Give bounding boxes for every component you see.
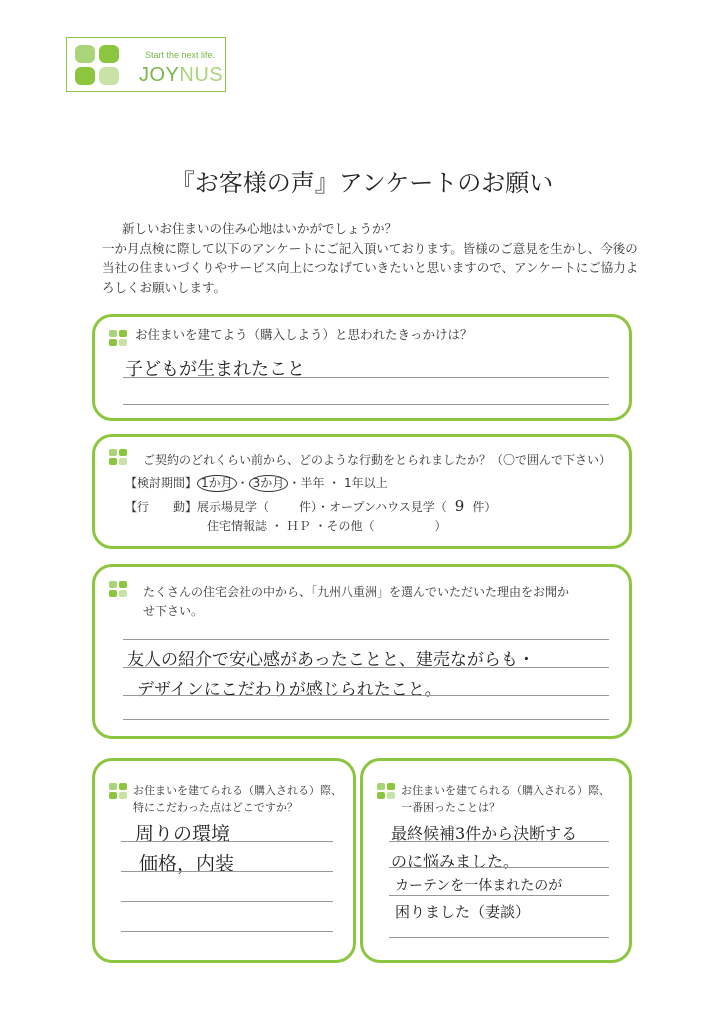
answer-line	[389, 867, 609, 868]
answer-line	[121, 871, 333, 872]
green-squares-icon	[109, 330, 129, 348]
action-showroom: 展示場見学（	[197, 500, 270, 514]
answer-line	[123, 719, 609, 720]
question-2-text: ご契約のどれくらい前から、どのような行動をとられましたか？（〇で囲んで下さい）	[143, 453, 612, 467]
green-squares-icon	[377, 783, 397, 801]
company-logo	[66, 37, 226, 92]
option-3-month-circled[interactable]: 3か月	[249, 475, 289, 492]
period-label: 【検討期間】	[125, 476, 198, 490]
question-5-line2: 一番困ったことは？	[401, 801, 500, 814]
answer-5-line4[interactable]: 困りました（妻談）	[395, 903, 531, 921]
intro-text	[102, 219, 642, 297]
option-rest[interactable]: ・半年 ・ 1年以上	[288, 476, 388, 490]
page-title: 『お客様の声』アンケートのお願い	[170, 169, 554, 197]
answer-line	[121, 901, 333, 902]
answer-line	[123, 695, 609, 696]
answer-5-line1[interactable]: 最終候補3件から決断する	[391, 824, 578, 843]
logo-wordmark	[139, 64, 223, 87]
question-1-text: お住まいを建てよう（購入しよう）と思われたきっかけは？	[135, 327, 473, 342]
question-3-line1: たくさんの住宅会社の中から、「九州八重洲」を選んでいただいた理由をお聞か	[143, 585, 570, 599]
action-label: 【行 動】	[125, 500, 198, 514]
intro-line2: 一か月点検に際して以下のアンケートにご記入頂いております。皆様のご意見を生かし、今後の当社の住まいづくりやサービス向上につなげていきたいと思いますので、アンケートにご協力よろしくお願いします。	[102, 240, 639, 295]
answer-line	[123, 639, 609, 640]
question-box-2	[92, 434, 632, 549]
question-5-line1: お住まいを建てられる（購入される）際、	[401, 784, 610, 797]
answer-line	[123, 667, 609, 668]
answer-line	[389, 937, 609, 938]
question-3-line2: せ下さい。	[143, 604, 204, 618]
answer-4-line2[interactable]: 価格，内装	[139, 853, 235, 875]
intro-line1: 新しいお住まいの住み心地はいかがでしょうか？	[122, 221, 398, 236]
logo-clover-icon	[73, 43, 129, 89]
green-squares-icon	[109, 581, 129, 599]
action-openhouse: 件）・オープンハウス見学（	[299, 500, 447, 514]
answer-line	[389, 895, 609, 896]
answer-3-line2[interactable]: デザインにこだわりが感じられたこと。	[137, 680, 442, 700]
answer-line	[389, 841, 609, 842]
option-separator: ・	[236, 476, 249, 490]
logo-tagline: Start the next life.	[145, 50, 216, 60]
period-row	[125, 474, 388, 493]
action-row-2: 住宅情報誌 ・ ＨＰ ・その他（ ）	[207, 519, 447, 533]
question-4-line2: 特にこだわった点はどこですか？	[133, 801, 298, 814]
question-4-line1: お住まいを建てられる（購入される）際、	[133, 784, 342, 797]
answer-5-line3[interactable]: カーテンを一体まれたのが	[395, 878, 563, 894]
green-squares-icon	[109, 449, 129, 467]
answer-line	[121, 841, 333, 842]
option-1-month-circled[interactable]: 1か月	[197, 475, 237, 492]
logo-word-light: NUS	[179, 64, 224, 86]
answer-1[interactable]: 子どもが生まれたこと	[125, 359, 305, 380]
answer-line	[123, 404, 609, 405]
logo-word-main: JOY	[139, 64, 180, 86]
openhouse-count[interactable]: 9	[454, 497, 465, 515]
action-end: 件）	[472, 500, 497, 514]
answer-4-line1[interactable]: 周りの環境	[135, 823, 231, 845]
green-squares-icon	[109, 783, 129, 801]
question-box-1	[92, 314, 632, 421]
answer-3-line1[interactable]: 友人の紹介で安心感があったことと、建売ながらも・	[127, 650, 535, 670]
question-box-4	[92, 758, 356, 963]
answer-line	[121, 931, 333, 932]
question-box-3	[92, 564, 632, 739]
answer-5-line2[interactable]: のに悩みました。	[391, 852, 520, 871]
action-row	[125, 497, 496, 517]
question-box-5	[360, 758, 632, 963]
answer-line	[123, 377, 609, 378]
